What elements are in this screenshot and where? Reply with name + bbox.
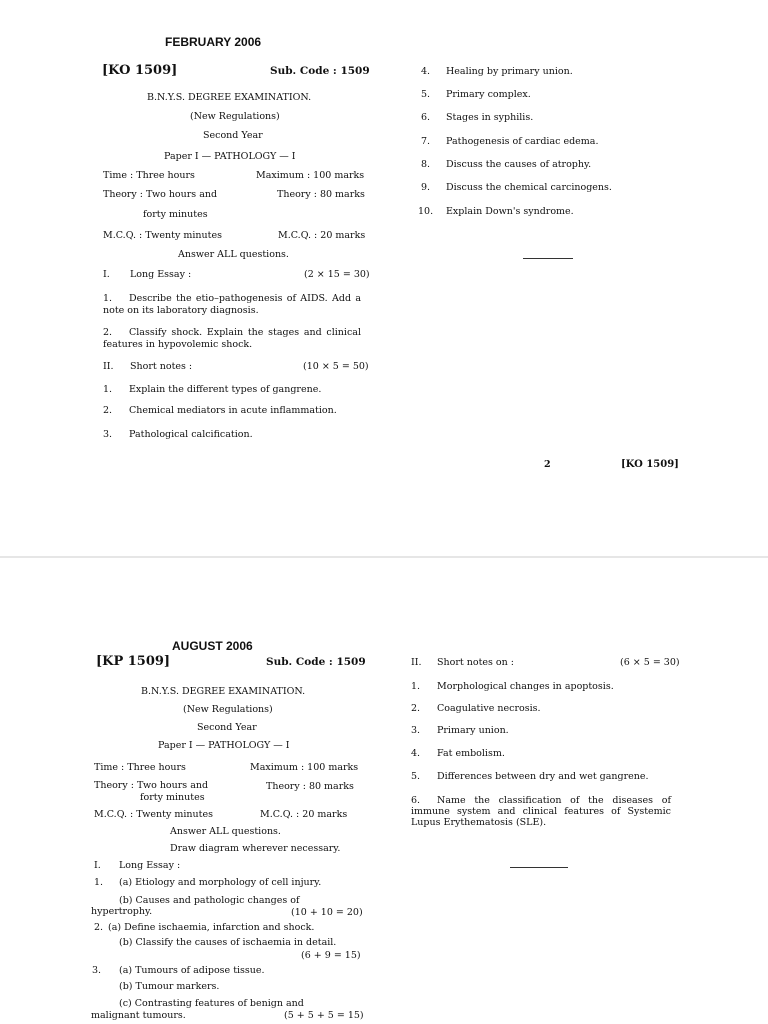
aug-q6-text: Name the classification of the diseases of immune system and clinical features of Systemic Lupus Erythematosis (SLE). [411, 795, 671, 828]
list-item-text: Primary complex. [446, 89, 531, 100]
list-item: 7. [421, 136, 431, 147]
list-item: 3. [103, 429, 113, 440]
list-item-text: Pathogenesis of cardiac edema. [446, 136, 599, 147]
aug-q1b: (b) Causes and pathologic changes of [119, 895, 300, 906]
aug-paper-title: Paper I — PATHOLOGY — I [158, 740, 290, 751]
feb-section1-marks: (2 × 15 = 30) [304, 269, 370, 280]
aug-q2a: (a) Define ischaemia, infarction and shock. [108, 922, 315, 933]
aug-q3-num: 3. [92, 965, 102, 976]
aug-theory-label-cont: forty minutes [140, 792, 205, 803]
feb-mcq-marks: M.C.Q. : 20 marks [278, 230, 366, 241]
aug-theory-marks: Theory : 80 marks [266, 781, 354, 792]
list-item: 8. [421, 159, 431, 170]
list-item: 10. [418, 206, 434, 217]
feb-mcq-label: M.C.Q. : Twenty minutes [103, 230, 222, 241]
aug-max-marks: Maximum : 100 marks [250, 762, 359, 773]
aug-q6-num: 6. [411, 795, 421, 806]
aug-q1a: (a) Etiology and morphology of cell injury. [119, 877, 322, 888]
aug-section1-label: Long Essay : [119, 860, 181, 871]
list-item: 3. [411, 725, 421, 736]
list-item-text: Fat embolism. [437, 748, 505, 759]
aug-theory-label: Theory : Two hours and [94, 780, 209, 791]
list-item-text: Discuss the causes of atrophy. [446, 159, 592, 170]
feb-theory-label-cont: forty minutes [143, 209, 208, 220]
aug-regulations: (New Regulations) [183, 704, 273, 715]
feb-theory-label: Theory : Two hours and [103, 189, 218, 200]
aug-year: Second Year [197, 722, 257, 733]
aug-q1-marks: (10 + 10 = 20) [291, 907, 363, 918]
aug-mcq-label: M.C.Q. : Twenty minutes [94, 809, 213, 820]
page-divider [0, 556, 768, 558]
aug-q3b: (b) Tumour markers. [119, 981, 220, 992]
feb-heading: FEBRUARY 2006 [165, 35, 262, 49]
feb-q1-num: 1. [103, 293, 113, 304]
list-item-text: Morphological changes in apoptosis. [437, 681, 614, 692]
aug-sub-code: Sub. Code : 1509 [266, 656, 366, 668]
list-item: 5. [411, 771, 421, 782]
aug-q3c-cont: malignant tumours. [91, 1010, 186, 1021]
feb-answer-all: Answer ALL questions. [178, 249, 289, 260]
list-item: 4. [421, 66, 431, 77]
list-item-text: Chemical mediators in acute inflammation. [129, 405, 337, 416]
feb-sub-code: Sub. Code : 1509 [270, 65, 370, 77]
aug-q3-marks: (5 + 5 + 5 = 15) [284, 1010, 364, 1021]
list-item-text: Healing by primary union. [446, 66, 573, 77]
feb-footer-code: [KO 1509] [621, 459, 679, 470]
list-item-text: Primary union. [437, 725, 509, 736]
feb-max-marks: Maximum : 100 marks [256, 170, 365, 181]
list-item-text: Explain Down's syndrome. [446, 206, 574, 217]
feb-exam-title: B.N.Y.S. DEGREE EXAMINATION. [147, 92, 312, 103]
feb-paper-code: [KO 1509] [102, 63, 178, 78]
feb-paper-title: Paper I — PATHOLOGY — I [164, 151, 296, 162]
feb-section2-marks: (10 × 5 = 50) [303, 361, 369, 372]
aug-section2-marks: (6 × 5 = 30) [620, 657, 680, 668]
list-item: 5. [421, 89, 431, 100]
list-item-text: Discuss the chemical carcinogens. [446, 182, 612, 193]
feb-time-label: Time : Three hours [103, 170, 195, 181]
aug-mcq-marks: M.C.Q. : 20 marks [260, 809, 348, 820]
aug-time-label: Time : Three hours [94, 762, 186, 773]
list-item: 9. [421, 182, 431, 193]
feb-q2-text: Classify shock. Explain the stages and clinical features in hypovolemic shock. [103, 327, 361, 350]
list-item: 2. [103, 405, 113, 416]
list-item-text: Stages in syphilis. [446, 112, 534, 123]
aug-exam-title: B.N.Y.S. DEGREE EXAMINATION. [141, 686, 306, 697]
feb-section1-label: Long Essay : [130, 269, 192, 280]
feb-q1-text: Describe the etio–pathogenesis of AIDS. Add a note on its laboratory diagnosis. [103, 293, 361, 316]
list-item: 4. [411, 748, 421, 759]
end-rule [523, 258, 573, 259]
feb-page-number: 2 [544, 459, 551, 470]
aug-q3c: (c) Contrasting features of benign and [119, 998, 304, 1009]
aug-section2-num: II. [411, 657, 422, 668]
aug-paper-code: [KP 1509] [96, 654, 171, 669]
list-item: 6. [421, 112, 431, 123]
aug-answer-all: Answer ALL questions. [170, 826, 281, 837]
feb-section1-num: I. [103, 269, 110, 280]
feb-section2-num: II. [103, 361, 114, 372]
feb-regulations: (New Regulations) [190, 111, 280, 122]
feb-q2-num: 2. [103, 327, 113, 338]
list-item: 1. [411, 681, 421, 692]
feb-section2-label: Short notes : [130, 361, 193, 372]
aug-draw-diagram: Draw diagram wherever necessary. [170, 843, 341, 854]
aug-q1b-cont: hypertrophy. [91, 906, 153, 917]
list-item: 1. [103, 384, 113, 395]
end-rule [510, 867, 568, 868]
aug-section1-num: I. [94, 860, 101, 871]
aug-q2-marks: (6 + 9 = 15) [301, 950, 361, 961]
aug-q2b: (b) Classify the causes of ischaemia in detail. [119, 937, 337, 948]
aug-q3a: (a) Tumours of adipose tissue. [119, 965, 265, 976]
list-item-text: Differences between dry and wet gangrene. [437, 771, 649, 782]
aug-q1-num: 1. [94, 877, 104, 888]
list-item: 2. [411, 703, 421, 714]
list-item-text: Explain the different types of gangrene. [129, 384, 322, 395]
feb-year: Second Year [203, 130, 263, 141]
aug-q2-num: 2. [94, 922, 104, 933]
aug-section2-label: Short notes on : [437, 657, 514, 668]
list-item-text: Pathological calcification. [129, 429, 253, 440]
feb-theory-marks: Theory : 80 marks [277, 189, 365, 200]
aug-heading: AUGUST 2006 [172, 639, 253, 653]
list-item-text: Coagulative necrosis. [437, 703, 541, 714]
